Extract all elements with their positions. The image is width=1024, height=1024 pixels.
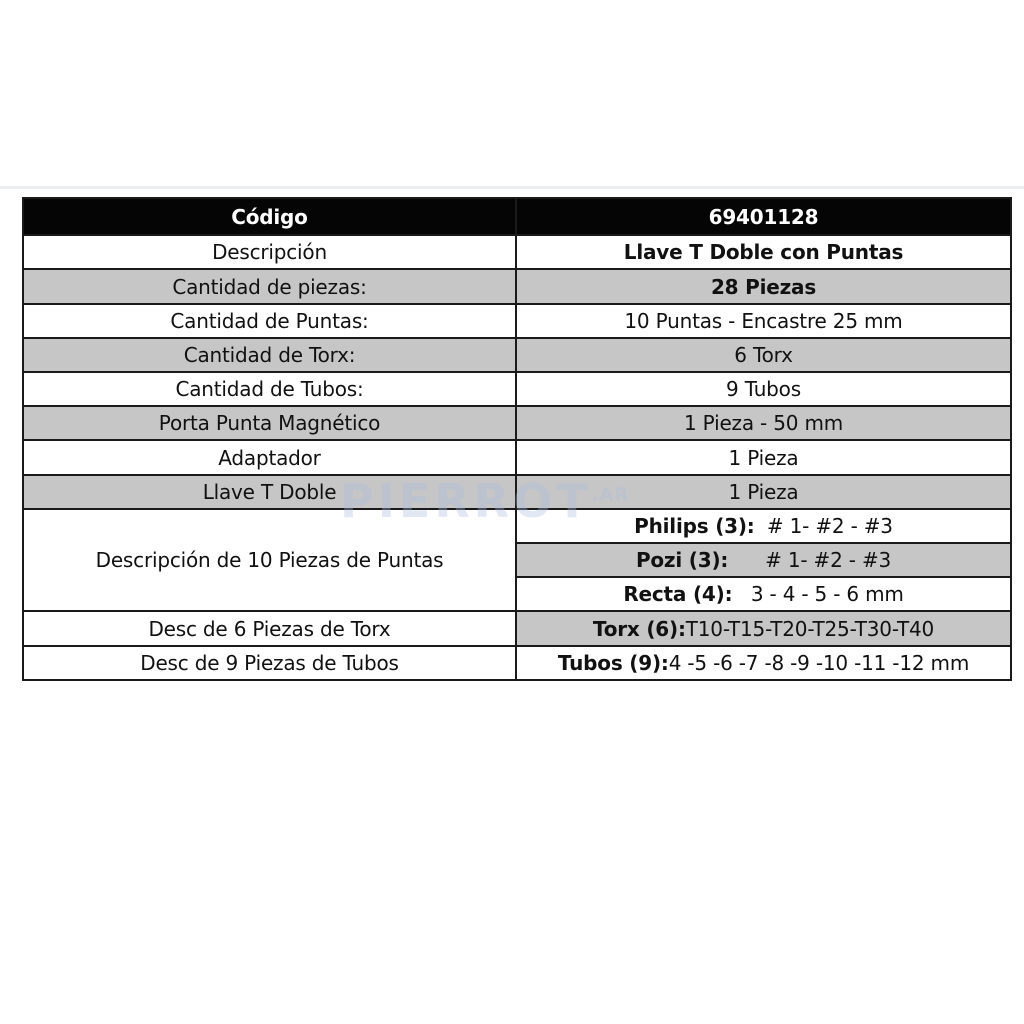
table-row	[23, 475, 1011, 509]
row-label: Desc de 9 Piezas de Tubos	[23, 646, 516, 680]
row-label: Cantidad de Tubos:	[23, 372, 516, 406]
code-value: 69401128	[516, 198, 1011, 235]
table-row	[23, 338, 1011, 372]
row-label: Llave T Doble	[23, 475, 516, 509]
row-value: 9 Tubos	[516, 372, 1011, 406]
watermark-suffix: .AR	[591, 484, 630, 506]
description-value: Llave T Doble con Puntas	[623, 240, 904, 265]
code-label: Código	[23, 198, 516, 235]
pieces-value: 28 Piezas	[710, 274, 817, 299]
table-header-row	[23, 198, 1011, 235]
table-row	[23, 611, 1011, 645]
torx-value-cell	[516, 611, 1011, 645]
row-value: 1 Pieza - 50 mm	[516, 406, 1011, 440]
row-value: 1 Pieza	[516, 475, 1011, 509]
top-divider-line	[0, 186, 1024, 189]
puntas-item	[516, 543, 1011, 577]
table-row	[23, 304, 1011, 338]
row-label: Descripción	[23, 235, 516, 269]
tubos-value-cell	[516, 646, 1011, 680]
row-label: Adaptador	[23, 440, 516, 474]
row-value: 10 Puntas - Encastre 25 mm	[516, 304, 1011, 338]
table-row	[23, 646, 1011, 680]
puntas-item-name: Philips (3):	[634, 513, 755, 538]
row-label: Desc de 6 Piezas de Torx	[23, 611, 516, 645]
torx-value: T10-T15-T20-T25-T30-T40	[685, 616, 935, 641]
torx-name: Torx (6):	[592, 616, 686, 641]
table-row	[23, 372, 1011, 406]
row-label: Porta Punta Magnético	[23, 406, 516, 440]
puntas-item	[516, 577, 1011, 611]
row-value	[516, 235, 1011, 269]
row-value: 6 Torx	[516, 338, 1011, 372]
row-value	[516, 269, 1011, 303]
table-row	[23, 235, 1011, 269]
puntas-item	[516, 509, 1011, 543]
row-value: 1 Pieza	[516, 440, 1011, 474]
product-spec-table	[22, 197, 1012, 681]
row-label: Cantidad de Puntas:	[23, 304, 516, 338]
table-row	[23, 509, 1011, 543]
puntas-item-name: Pozi (3):	[635, 548, 729, 573]
puntas-item-value: # 1- #2 - #3	[754, 513, 893, 538]
tubos-name: Tubos (9):	[557, 650, 669, 675]
table-row	[23, 269, 1011, 303]
puntas-item-name: Recta (4):	[623, 582, 733, 607]
watermark-text: PIERROT	[340, 474, 592, 528]
puntas-item-value: # 1- #2 - #3	[728, 548, 892, 573]
puntas-label: Descripción de 10 Piezas de Puntas	[23, 509, 516, 612]
table-row	[23, 440, 1011, 474]
row-label: Cantidad de Torx:	[23, 338, 516, 372]
puntas-item-value: 3 - 4 - 5 - 6 mm	[732, 582, 904, 607]
row-label: Cantidad de piezas:	[23, 269, 516, 303]
table-row	[23, 406, 1011, 440]
tubos-value: 4 -5 -6 -7 -8 -9 -10 -11 -12 mm	[668, 650, 970, 675]
